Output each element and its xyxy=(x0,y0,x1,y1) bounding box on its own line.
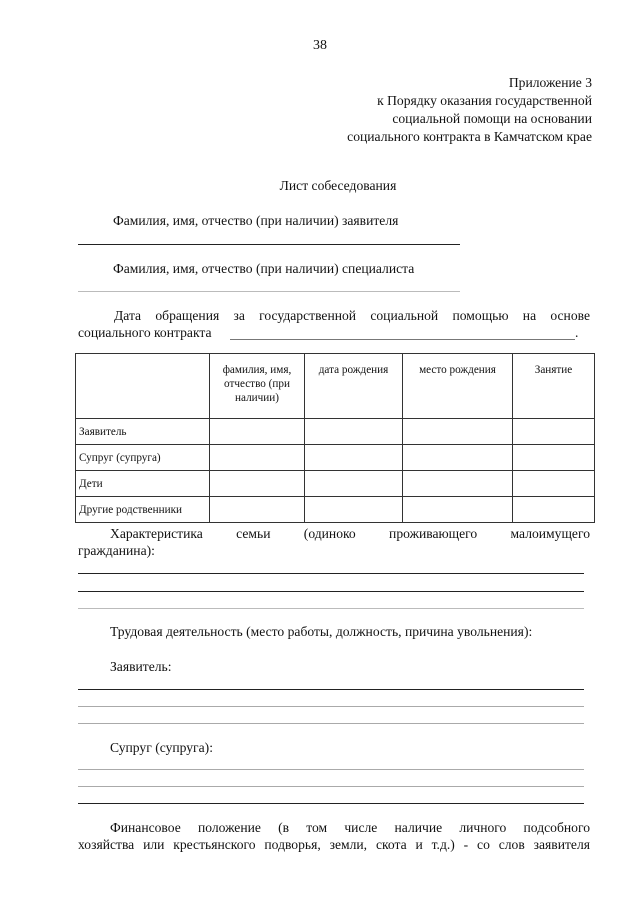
appendix-header xyxy=(347,74,592,146)
labor-applicant-field-1[interactable] xyxy=(78,689,584,690)
table-cell[interactable] xyxy=(513,497,595,523)
appendix-line-4: социального контракта в Камчатском крае xyxy=(347,129,592,144)
table-cell[interactable] xyxy=(403,445,513,471)
appendix-line-2: к Порядку оказания государственной xyxy=(377,93,592,108)
table-cell[interactable] xyxy=(210,471,305,497)
family-characteristic-line-1: Характеристика семьи (одиноко проживающего малоимущего xyxy=(110,526,590,541)
table-header-birthdate: дата рождения xyxy=(305,354,403,419)
table-cell[interactable] xyxy=(305,419,403,445)
table-cell[interactable] xyxy=(403,419,513,445)
table-cell[interactable] xyxy=(305,445,403,471)
table-header-empty xyxy=(76,354,210,419)
row-label-spouse: Супруг (супруга) xyxy=(76,445,210,471)
labor-spouse-field-3[interactable] xyxy=(78,803,584,804)
appendix-line-3: социальной помощи на основании xyxy=(392,111,592,126)
table-header-occupation: Занятие xyxy=(513,354,595,419)
table-cell[interactable] xyxy=(210,445,305,471)
family-characteristic-field-3[interactable] xyxy=(78,608,584,609)
table-cell[interactable] xyxy=(403,497,513,523)
table-row xyxy=(76,471,595,497)
table-cell[interactable] xyxy=(513,471,595,497)
table-cell[interactable] xyxy=(513,419,595,445)
labor-applicant-label: Заявитель: xyxy=(110,659,172,674)
table-row xyxy=(76,497,595,523)
row-label-children: Дети xyxy=(76,471,210,497)
table-header-row xyxy=(76,354,595,419)
row-label-relatives: Другие родственники xyxy=(76,497,210,523)
page-number: 38 xyxy=(313,38,327,53)
labor-activity-label: Трудовая деятельность (место работы, должность, причина увольнения): xyxy=(110,624,533,639)
labor-applicant-field-2[interactable] xyxy=(78,706,584,707)
labor-applicant-field-3[interactable] xyxy=(78,723,584,724)
table-header-birthplace: место рождения xyxy=(403,354,513,419)
labor-spouse-field-1[interactable] xyxy=(78,769,584,770)
table-row xyxy=(76,419,595,445)
table-cell[interactable] xyxy=(210,497,305,523)
family-characteristic-field-2[interactable] xyxy=(78,591,584,592)
table-cell[interactable] xyxy=(513,445,595,471)
table-cell[interactable] xyxy=(403,471,513,497)
specialist-fio-field[interactable] xyxy=(78,291,460,292)
row-label-applicant: Заявитель xyxy=(76,419,210,445)
applicant-fio-label: Фамилия, имя, отчество (при наличии) заявителя xyxy=(113,213,399,228)
date-request-end: . xyxy=(575,325,579,340)
family-table xyxy=(75,353,595,523)
labor-spouse-label: Супруг (супруга): xyxy=(110,740,213,755)
table-cell[interactable] xyxy=(305,497,403,523)
date-request-line-2: социального контракта xyxy=(78,325,212,340)
date-request-line-1: Дата обращения за государственной социальной помощью на основе xyxy=(114,308,590,323)
applicant-fio-field[interactable] xyxy=(78,244,460,245)
financial-line-1: Финансовое положение (в том числе наличие личного подсобного xyxy=(110,820,590,835)
financial-line-2: хозяйства или крестьянского подворья, земли, скота и т.д.) - со слов заявителя xyxy=(78,837,590,852)
specialist-fio-label: Фамилия, имя, отчество (при наличии) специалиста xyxy=(113,261,415,276)
table-row xyxy=(76,445,595,471)
table-header-fio: фамилия, имя, отчество (при наличии) xyxy=(210,354,305,419)
family-characteristic-line-2: гражданина): xyxy=(78,543,155,558)
appendix-line-1: Приложение 3 xyxy=(508,75,592,90)
family-characteristic-field-1[interactable] xyxy=(78,573,584,574)
table-cell[interactable] xyxy=(305,471,403,497)
table-cell[interactable] xyxy=(210,419,305,445)
date-request-field[interactable] xyxy=(230,339,575,340)
document-title: Лист собеседования xyxy=(279,178,397,193)
labor-spouse-field-2[interactable] xyxy=(78,786,584,787)
